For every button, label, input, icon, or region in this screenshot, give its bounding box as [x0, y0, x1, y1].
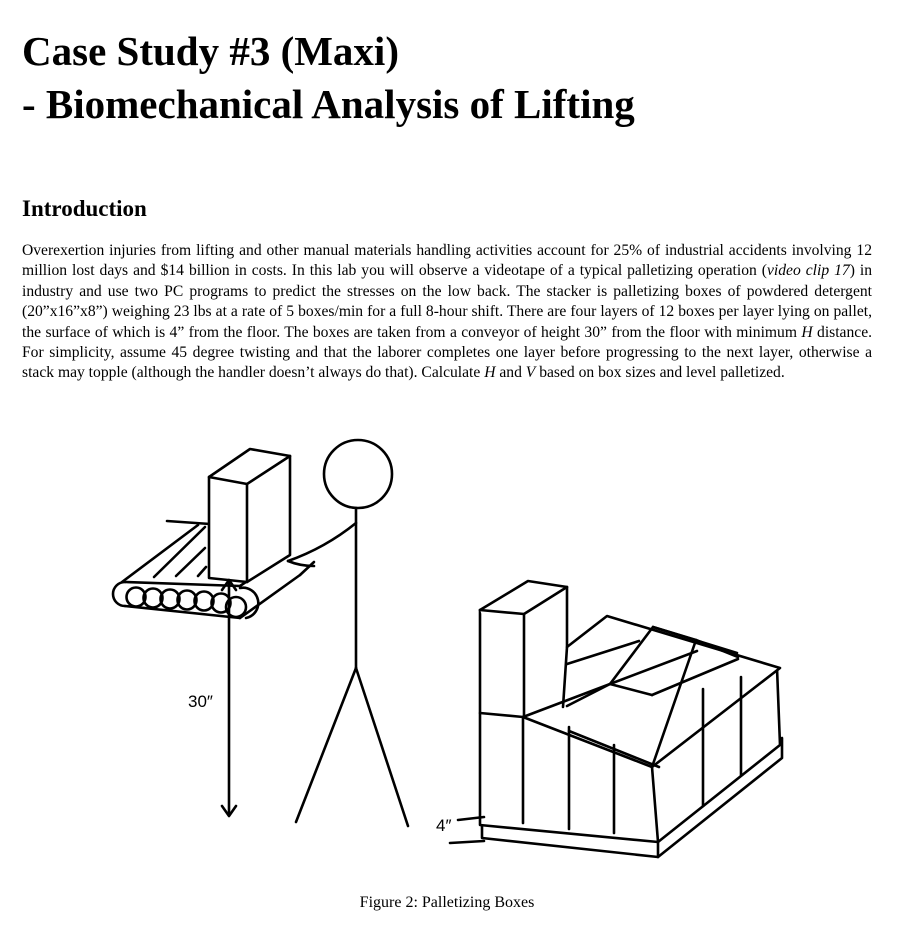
title-line-1: Case Study #3 (Maxi)	[22, 28, 399, 74]
paragraph-text: based on box sizes and level palletized.	[535, 364, 785, 382]
title-line-2: - Biomechanical Analysis of Lifting	[22, 81, 635, 127]
variable-h: H	[484, 364, 496, 382]
paragraph-text: Overexertion injuries from lifting and other manual materials handling activities account for 25% of industrial accidents involving 12 million lost days and $14 billion in costs. In this lab you will observe a videotape of a typical palletizing operation (	[22, 242, 872, 280]
box-on-conveyor	[209, 449, 290, 582]
intro-paragraph	[22, 241, 872, 384]
paragraph-text: and	[495, 364, 526, 382]
box-stack	[480, 581, 780, 842]
pallet-height-label: 4″	[436, 816, 452, 835]
paragraph-text: distance. For simplicity, assume 45 degree twisting and that the laborer completes one layer before progressing to the next layer, otherwise a stack may topple (although the handler doesn’t always do that). Calculate	[22, 323, 873, 382]
paragraph-text: ) in industry and use two PC programs to predict the stresses on the low back. The stacker is palletizing boxes of powdered detergent (20”x16”x8”) weighing 23 lbs at a rate of 5 boxes/min for a full 8-hour shift. There are four layers of 12 boxes per layer lying on pallet, the surface of which is 4” from the floor. The boxes are taken from a conveyor of height 30” from the floor with minimum	[22, 262, 872, 341]
variable-v: V	[525, 364, 536, 382]
figure-caption: Figure 2: Palletizing Boxes	[359, 894, 535, 911]
conveyor-height-label: 30″	[188, 692, 213, 711]
palletizing-figure	[0, 430, 924, 890]
section-heading-introduction: Introduction	[22, 196, 147, 221]
variable-h: H	[801, 323, 813, 341]
stick-figure-worker	[288, 440, 408, 826]
video-clip-reference: video clip 17	[766, 262, 850, 280]
